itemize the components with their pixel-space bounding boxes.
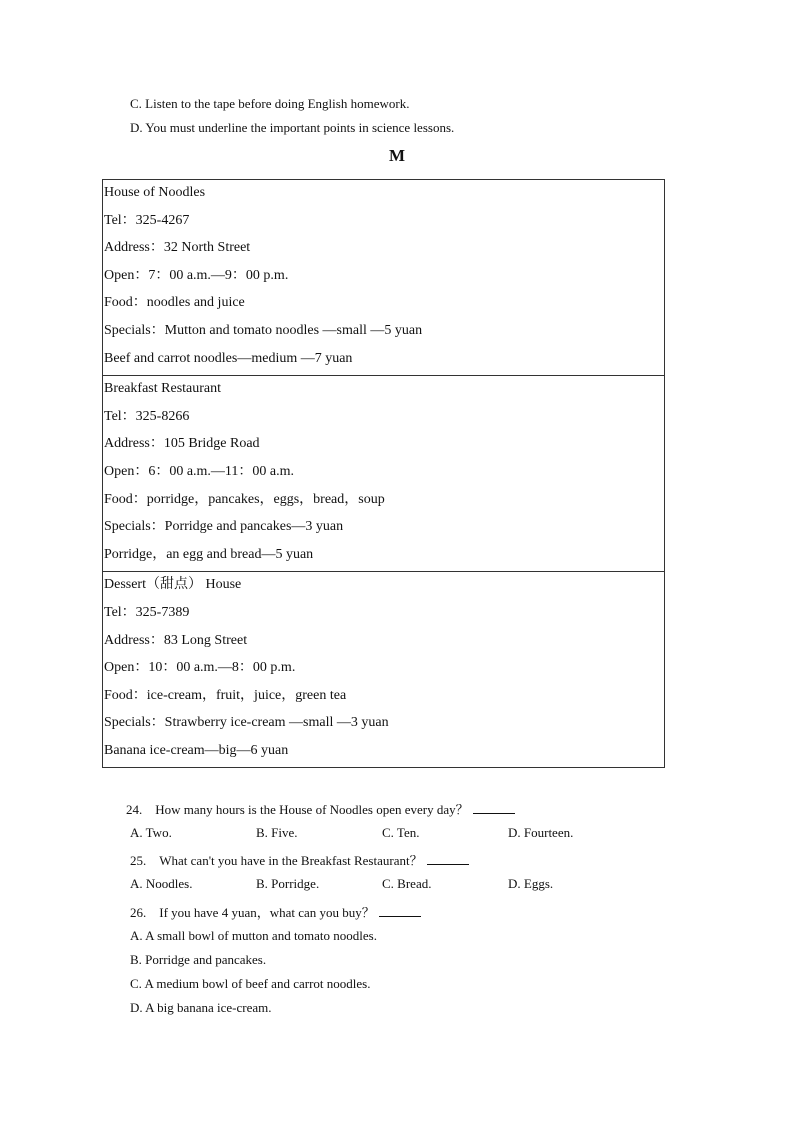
answer-blank[interactable] (379, 906, 421, 917)
previous-option-c: C. Listen to the tape before doing English homework. (130, 96, 410, 111)
restaurant-tel: Tel：325-7389 (104, 604, 190, 620)
restaurant-table (102, 179, 665, 768)
question-24 (126, 799, 515, 818)
restaurant-specials-extra: Porridge，an egg and bread—5 yuan (104, 546, 314, 562)
question-text: 26. If you have 4 yuan，what can you buy？ (130, 905, 375, 920)
question-24-option-b[interactable]: B. Five. (256, 825, 298, 840)
restaurant-name: Breakfast Restaurant (104, 381, 222, 397)
question-text: 25. What can't you have in the Breakfast Restaurant？ (130, 853, 423, 868)
restaurant-address: Address：83 Long Street (104, 632, 248, 648)
restaurant-open-hours: Open：10：00 a.m.—8：00 p.m. (104, 660, 296, 676)
question-26-option-b[interactable]: B. Porridge and pancakes. (130, 952, 267, 967)
restaurant-cell-house-of-noodles (103, 180, 664, 375)
question-24-option-d[interactable]: D. Fourteen. (508, 825, 574, 840)
restaurant-address: Address：105 Bridge Road (104, 436, 260, 452)
restaurant-cell-dessert-house (103, 571, 664, 767)
restaurant-food: Food：ice-cream，fruit，juice，green tea (104, 687, 347, 703)
restaurant-specials: Specials：Mutton and tomato noodles —small —5 yuan (104, 322, 423, 338)
restaurant-cell-breakfast-restaurant (103, 375, 664, 571)
restaurant-tel: Tel：325-4267 (104, 212, 190, 228)
question-25-option-c[interactable]: C. Bread. (382, 876, 432, 891)
restaurant-name: Dessert（甜点） House (104, 577, 242, 593)
restaurant-food: Food：noodles and juice (104, 295, 245, 311)
question-text: 24. How many hours is the House of Noodles open every day？ (126, 802, 469, 817)
question-26 (130, 902, 421, 921)
restaurant-food: Food：porridge，pancakes，eggs，bread，soup (104, 491, 385, 507)
restaurant-specials-extra: Banana ice-cream—big—6 yuan (104, 742, 289, 758)
restaurant-name: House of Noodles (104, 185, 206, 200)
restaurant-open-hours: Open：7：00 a.m.—9：00 p.m. (104, 267, 289, 283)
restaurant-specials: Specials：Strawberry ice-cream —small —3 yuan (104, 715, 389, 731)
question-26-option-d[interactable]: D. A big banana ice-cream. (130, 1000, 272, 1015)
previous-option-d: D. You must underline the important points in science lessons. (130, 120, 455, 135)
restaurant-open-hours: Open：6：00 a.m.—11：00 a.m. (104, 463, 295, 479)
question-26-option-c[interactable]: C. A medium bowl of beef and carrot noodles. (130, 976, 371, 991)
question-25-option-d[interactable]: D. Eggs. (508, 876, 554, 891)
answer-blank[interactable] (473, 803, 515, 814)
restaurant-specials-extra: Beef and carrot noodles—medium —7 yuan (104, 350, 353, 366)
question-25-option-b[interactable]: B. Porridge. (256, 876, 320, 891)
question-25 (130, 850, 469, 869)
question-24-option-a[interactable]: A. Two. (130, 825, 172, 840)
question-25-option-a[interactable]: A. Noodles. (130, 876, 193, 891)
restaurant-address: Address：32 North Street (104, 240, 251, 256)
restaurant-specials: Specials：Porridge and pancakes—3 yuan (104, 519, 344, 535)
question-24-option-c[interactable]: C. Ten. (382, 825, 420, 840)
answer-blank[interactable] (427, 854, 469, 865)
section-title: M (388, 146, 406, 165)
question-26-option-a[interactable]: A. A small bowl of mutton and tomato noodles. (130, 928, 377, 943)
restaurant-tel: Tel：325-8266 (104, 408, 190, 424)
